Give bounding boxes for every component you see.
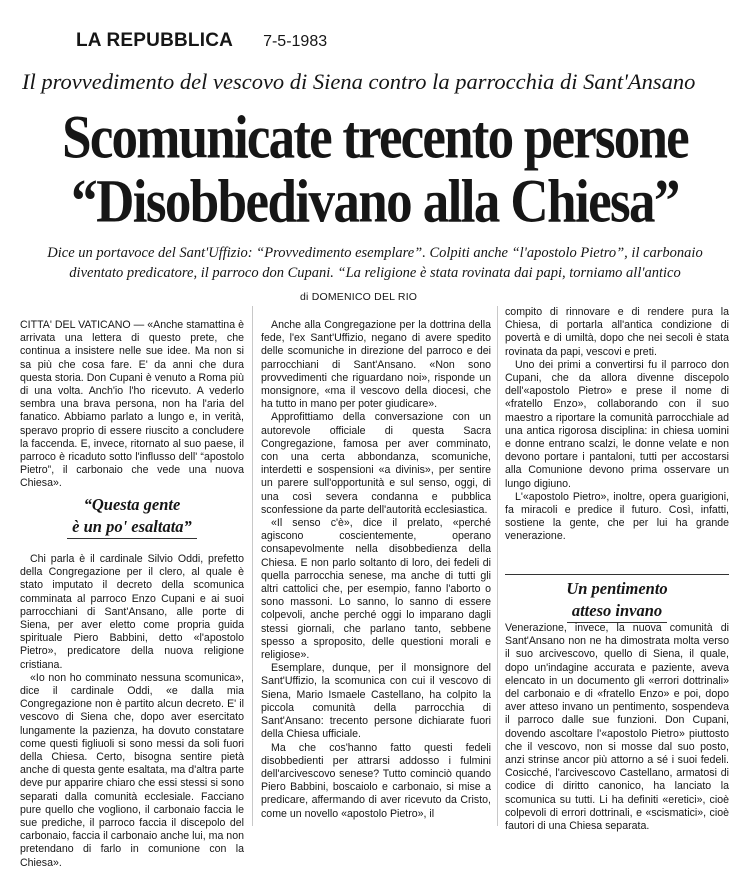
column-1-intro	[20, 319, 244, 490]
column-divider	[497, 306, 498, 826]
publication-date: 7-5-1983	[263, 33, 328, 50]
paragraph: «Il senso c'è», dice il prelato, «perché agiscono coscientemente, operano consapevolmente nella disobbedienza della Chiesa. E non parlo soltanto di loro, dei fedeli di quella parrocchia senese, ma anche di tutti gli altri cattolici che, per esempio, fanno l'aborto o sono massoni. Lo sanno, lo sanno di essere colpevoli, anche perché oggi lo imparano dagli stessi giornali, che parlano tanto, sebbene spesso a sproposito, delle questioni morali e religiose».	[261, 517, 491, 662]
paragraph: L'«apostolo Pietro», inoltre, opera guarigioni, fa miracoli e predice il futuro. Così, infatti, sostiene la gente, che per lui ha grande venerazione.	[505, 490, 729, 543]
paragraph: CITTA' DEL VATICANO — «Anche stamattina è arrivata una lettera di questo prete, che continua a insistere nelle sue idee. Ma non si sa più che cosa fare. E' da anni che dura questa storia. Don Cupani è venuto a Roma più di una volta. Anch'io l'ho ricevuto. A vederlo sembra una brava persona, non ha l'aria del fanatico. Abbiamo parlato a lungo e, in verità, speravo proprio di essere riuscito a concludere la faccenda. E, invece, ritornato al suo paese, il parroco è ricaduto sotto l'influsso dell' “apostolo Pietro”, il carbonaio che vede una nuova Chiesa».	[20, 319, 244, 490]
paragraph: Venerazione, invece, la nuova comunità di Sant'Ansano non ne ha dimostrata molta verso il suo arcivescovo, quello di Siena, il quale, dopo un'indagine accurata e paziente, aveva elencato in un documento gli «errori dottrinali» del carbonaio e di «fratello Enzo» e poi, dopo aver atteso invano un pentimento, sospendeva il parroco dalle sue funzioni. Don Cupani, dovendo ascoltare l'«apostolo Pietro» piuttosto che il vescovo, non si mosse dal suo posto, anzi strinse ancor più attorno a sé i suoi fedeli. Cosicché, l'arcivescovo Castellano, armatosi di codice di diritto canonico, ha lanciato la scomunica su tutti. Li ha definiti «eretici», cioè colpevoli di errori dottrinali, e «scismatici», cioè fautori di una Chiesa separata.	[505, 622, 729, 833]
standfirst-line-2: diventato predicatore, il parroco don Cupani. “La religione è stata rovinata dai papi, torniamo all'antico	[69, 265, 681, 281]
column-1-body	[20, 553, 244, 869]
masthead	[76, 30, 327, 54]
column-3-top	[505, 306, 729, 566]
subhead-underline	[67, 538, 197, 539]
standfirst	[22, 243, 728, 283]
paragraph: «Io non ho comminato nessuna scomunica», dice il cardinale Oddi, «e dalla mia Congregazione non è partito alcun decreto. E' il vescovo di Siena che, dopo aver esercitato lungamente la pazienza, ha dovuto constatare come questi figliuoli si sono messi da soli fuori della Chiesa. Certo, bisogna sentire pietà anche di questa gente esaltata, ma d'altra parte deve pur apparire chiaro che essi stessi si sono separati dalla comunità ecclesiale. Facciano pure quello che vogliono, il carbonaio faccia le sue prediche, il parroco faccia il discepolo del carbonaio, faccia il carbonaio anche lui, ma non pretendano di farlo in comunione con la Chiesa».	[20, 671, 244, 869]
paragraph: Anche alla Congregazione per la dottrina della fede, l'ex Sant'Uffizio, negano di avere spedito delle scomuniche in direzione del parroco e dei parrocchiani di Sant'Ansano. «Non sono provvedimenti che riguardano noi», risponde un monsignore, «ma il vescovo della diocesi, che ha tutto in mano per poter giudicare».	[261, 319, 491, 411]
subhead-line-2: atteso invano	[571, 601, 663, 620]
headline-line-1: Scomunicate trecento persone	[62, 104, 688, 172]
paragraph: compito di rinnovare e di rendere pura la Chiesa, di portarla all'antica condizione di povertà e di umiltà, dopo che nei secoli è stata rovinata da papi, vescovi e preti.	[505, 306, 729, 358]
column-2	[261, 319, 491, 835]
subhead-line-1: Un pentimento	[566, 579, 668, 598]
paragraph: Uno dei primi a convertirsi fu il parroco don Cupani, che da allora divenne discepolo dell'«apostolo Pietro» e prese il nome di «fratello Enzo», collaborando con il suo maestro a riportare la comunità parrocchiale ad una antica rigorosa disciplina: in chiesa uomini e donne entrano scalzi, le donne velate e non devono portare i pantaloni, tutti per accostarsi alla Comunione devono prima osservare un lungo digiuno.	[505, 358, 729, 490]
column-3-bottom	[505, 622, 729, 835]
paragraph: Ma che cos'hanno fatto questi fedeli disobbedienti per attrarsi addosso i fulmini dell'arcivescovo senese? Tutto cominciò quando Piero Babbini, boscaiolo e carbonaio, si mise a predicare, affermando di aver ricevuto da Cristo, come un novello «apostolo Pietro», il	[261, 741, 491, 820]
subhead-un-pentimento	[505, 574, 729, 623]
subhead-line-1: “Questa gente	[83, 495, 181, 514]
headline-line-2: “Disobbedivano alla Chiesa”	[71, 168, 679, 236]
paragraph: Esemplare, dunque, per il monsignore del Sant'Uffizio, la scomunica con cui il vescovo di Siena, Mario Ismaele Castellano, ha colpito la piccola comunità della parrocchia di Sant'Ansano: trecento persone dichiarate fuori della Chiesa ufficiale.	[261, 662, 491, 741]
subhead-rule-top	[505, 574, 729, 575]
subhead-line-2: è un po' esaltata”	[72, 517, 192, 536]
subhead-questa-gente	[20, 494, 244, 539]
standfirst-line-1: Dice un portavoce del Sant'Uffizio: “Provvedimento esemplare”. Colpiti anche “l'apostolo Pietro”, il carbonaio	[47, 245, 703, 261]
byline: di DOMENICO DEL RIO	[300, 291, 418, 303]
paragraph: Approfittiamo della conversazione con un autorevole officiale di questa Sacra Congregazione, famosa per aver comminato, con una certa abbondanza, scomuniche, interdetti e sospensioni «a divinis», per sentire un parere sull'opportunità e sul senso, oggi, di una così severa condanna e pubblica sconfessione da parte dell'autorità ecclesiastica.	[261, 411, 491, 516]
column-divider	[252, 306, 253, 826]
paragraph: Chi parla è il cardinale Silvio Oddi, prefetto della Congregazione per il clero, al quale è stato imputato il decreto della scomunica comminata al parroco Enzo Cupani e ai suoi parrocchiani di Sant'Ansano, alle porte di Siena, per aver eletto come propria guida spirituale Piero Babbini, detto «l'apostolo Pietro», predicatore della nuova religione cristiana.	[20, 553, 244, 671]
newspaper-name: LA REPUBBLICA	[76, 30, 234, 51]
kicker-line: Il provvedimento del vescovo di Siena contro la parrocchia di Sant'Ansano	[22, 69, 696, 94]
